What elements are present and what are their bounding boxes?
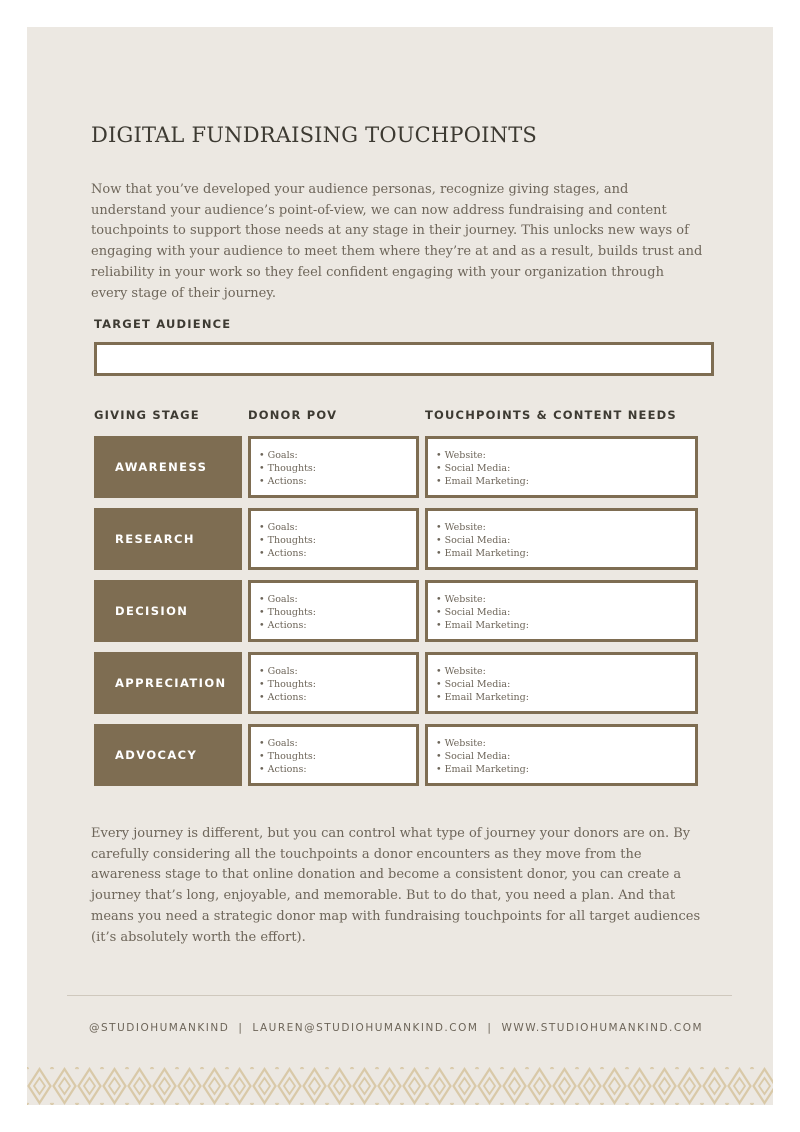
touchpoints-box-awareness[interactable] — [425, 436, 698, 498]
donor-pov-box-appreciation[interactable] — [248, 652, 419, 714]
pov-actions: • Actions: — [259, 692, 307, 703]
stage-research: RESEARCH — [94, 508, 242, 570]
footer-email-link[interactable]: LAUREN@STUDIOHUMANKIND.COM — [252, 1022, 479, 1034]
tp-email-marketing: • Email Marketing: — [436, 692, 529, 703]
tp-social-media: • Social Media: — [436, 607, 511, 618]
pov-goals: • Goals: — [259, 666, 298, 677]
donor-pov-box-research[interactable] — [248, 508, 419, 570]
tp-email-marketing: • Email Marketing: — [436, 548, 529, 559]
stage-appreciation: APPRECIATION — [94, 652, 242, 714]
touchpoints-box-appreciation[interactable] — [425, 652, 698, 714]
pov-goals: • Goals: — [259, 522, 298, 533]
touchpoints-box-research[interactable] — [425, 508, 698, 570]
pov-thoughts: • Thoughts: — [259, 751, 317, 762]
tp-website: • Website: — [436, 450, 486, 461]
touchpoints-box-decision[interactable] — [425, 580, 698, 642]
pov-actions: • Actions: — [259, 476, 307, 487]
footer-social-handle[interactable]: @STUDIOHUMANKIND — [89, 1022, 230, 1034]
footer-separator: | — [238, 1022, 244, 1034]
tp-email-marketing: • Email Marketing: — [436, 476, 529, 487]
donor-pov-box-advocacy[interactable] — [248, 724, 419, 786]
tp-social-media: • Social Media: — [436, 679, 511, 690]
stage-decision: DECISION — [94, 580, 242, 642]
pov-thoughts: • Thoughts: — [259, 535, 317, 546]
stage-advocacy: ADVOCACY — [94, 724, 242, 786]
target-audience-label: TARGET AUDIENCE — [94, 317, 232, 331]
tp-website: • Website: — [436, 666, 486, 677]
worksheet-page — [27, 27, 773, 1105]
tp-social-media: • Social Media: — [436, 463, 511, 474]
donor-pov-box-awareness[interactable] — [248, 436, 419, 498]
footer-divider — [67, 995, 732, 996]
stage-awareness: AWARENESS — [94, 436, 242, 498]
page-title: DIGITAL FUNDRAISING TOUCHPOINTS — [91, 123, 538, 147]
footer-contact — [89, 1022, 703, 1034]
pov-actions: • Actions: — [259, 764, 307, 775]
donor-pov-header: DONOR POV — [248, 408, 338, 422]
pov-thoughts: • Thoughts: — [259, 463, 317, 474]
pov-goals: • Goals: — [259, 450, 298, 461]
tp-social-media: • Social Media: — [436, 751, 511, 762]
tp-website: • Website: — [436, 738, 486, 749]
tp-email-marketing: • Email Marketing: — [436, 764, 529, 775]
donor-pov-box-decision[interactable] — [248, 580, 419, 642]
pov-thoughts: • Thoughts: — [259, 679, 317, 690]
tp-social-media: • Social Media: — [436, 535, 511, 546]
pov-goals: • Goals: — [259, 738, 298, 749]
tp-email-marketing: • Email Marketing: — [436, 620, 529, 631]
pov-actions: • Actions: — [259, 620, 307, 631]
touchpoints-header: TOUCHPOINTS & CONTENT NEEDS — [425, 408, 677, 422]
pov-goals: • Goals: — [259, 594, 298, 605]
footer-separator: | — [487, 1022, 493, 1034]
target-audience-input[interactable] — [94, 342, 714, 376]
pov-actions: • Actions: — [259, 548, 307, 559]
decorative-pattern-border — [27, 1067, 773, 1105]
touchpoints-box-advocacy[interactable] — [425, 724, 698, 786]
intro-paragraph: Now that you’ve developed your audience personas, recognize giving stages, and understand your audience’s point-of-view, we can now address fundraising and content touchpoints to support those needs at any stage in their journey. This unlocks new ways of engaging with your audience to meet them where they’re at and as a result, builds trust and reliability in your work so they feel confident engaging with your organization through every stage of their journey. — [91, 182, 703, 301]
tp-website: • Website: — [436, 594, 486, 605]
closing-paragraph: Every journey is different, but you can control what type of journey your donors are on. By carefully considering all the touchpoints a donor encounters as they move from the awareness stage to that online donation and become a consistent donor, you can create a journey that’s long, enjoyable, and memorable. But to do that, you need a plan. And that means you need a strategic donor map with fundraising touchpoints for all target audiences (it’s absolutely worth the effort). — [91, 826, 701, 945]
footer-website-link[interactable]: WWW.STUDIOHUMANKIND.COM — [501, 1022, 704, 1034]
tp-website: • Website: — [436, 522, 486, 533]
giving-stage-header: GIVING STAGE — [94, 408, 200, 422]
pov-thoughts: • Thoughts: — [259, 607, 317, 618]
